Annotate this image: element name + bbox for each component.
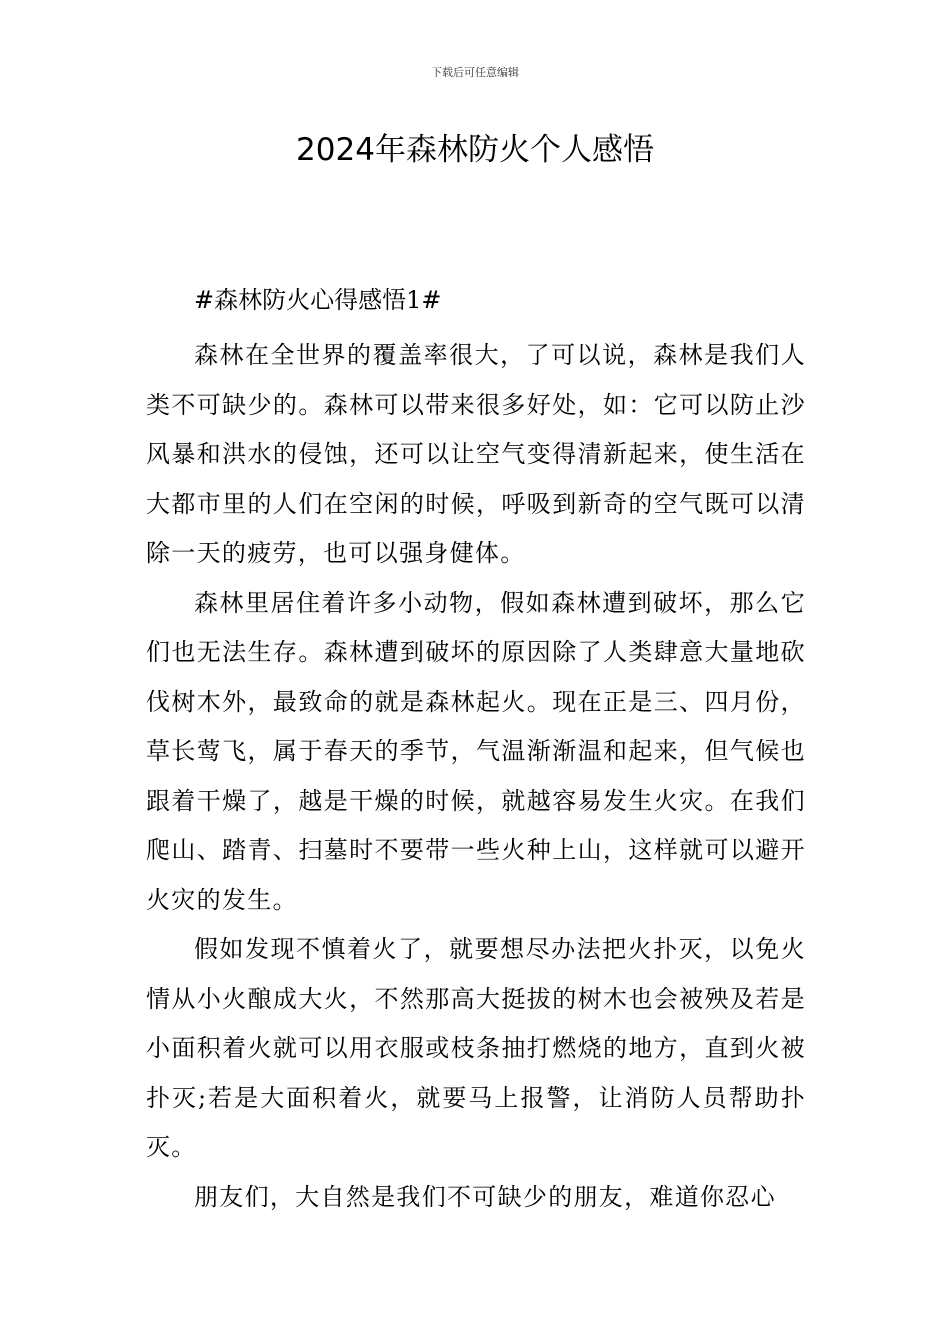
paragraph-1: 森林在全世界的覆盖率很大，了可以说，森林是我们人类不可缺少的。森林可以带来很多好处，如：它可以防止沙风暴和洪水的侵蚀，还可以让空气变得清新起来，使生活在大都市里的人们在空闲的时候，呼吸到新奇的空气既可以清除一天的疲劳，也可以强身健体。 — [146, 341, 806, 567]
paragraph-2: 森林里居住着许多小动物，假如森林遭到破坏，那么它们也无法生存。森林遭到破坏的原因除了人类肆意大量地砍伐树木外，最致命的就是森林起火。现在正是三、四月份，草长莺飞，属于春天的季节，气温渐渐温和起来，但气候也跟着干燥了，越是干燥的时候，就越容易发生火灾。在我们爬山、踏青、扫墓时不要带一些火种上山，这样就可以避开火灾的发生。 — [146, 588, 806, 914]
paragraph-3: 假如发现不慎着火了，就要想尽办法把火扑灭，以免火情从小火酿成大火，不然那高大挺拔的树木也会被殃及若是小面积着火就可以用衣服或枝条抽打燃烧的地方，直到火被扑灭;若是大面积着火，就要马上报警，让消防人员帮助扑灭。 — [146, 935, 806, 1161]
paragraph-4: 朋友们，大自然是我们不可缺少的朋友，难道你忍心 — [194, 1182, 776, 1211]
document-title: 2024年森林防火个人感悟 — [296, 132, 654, 168]
document-body — [146, 280, 806, 1222]
section-heading: #森林防火心得感悟1# — [194, 286, 442, 314]
header-note: 下载后可任意编辑 — [431, 66, 519, 79]
